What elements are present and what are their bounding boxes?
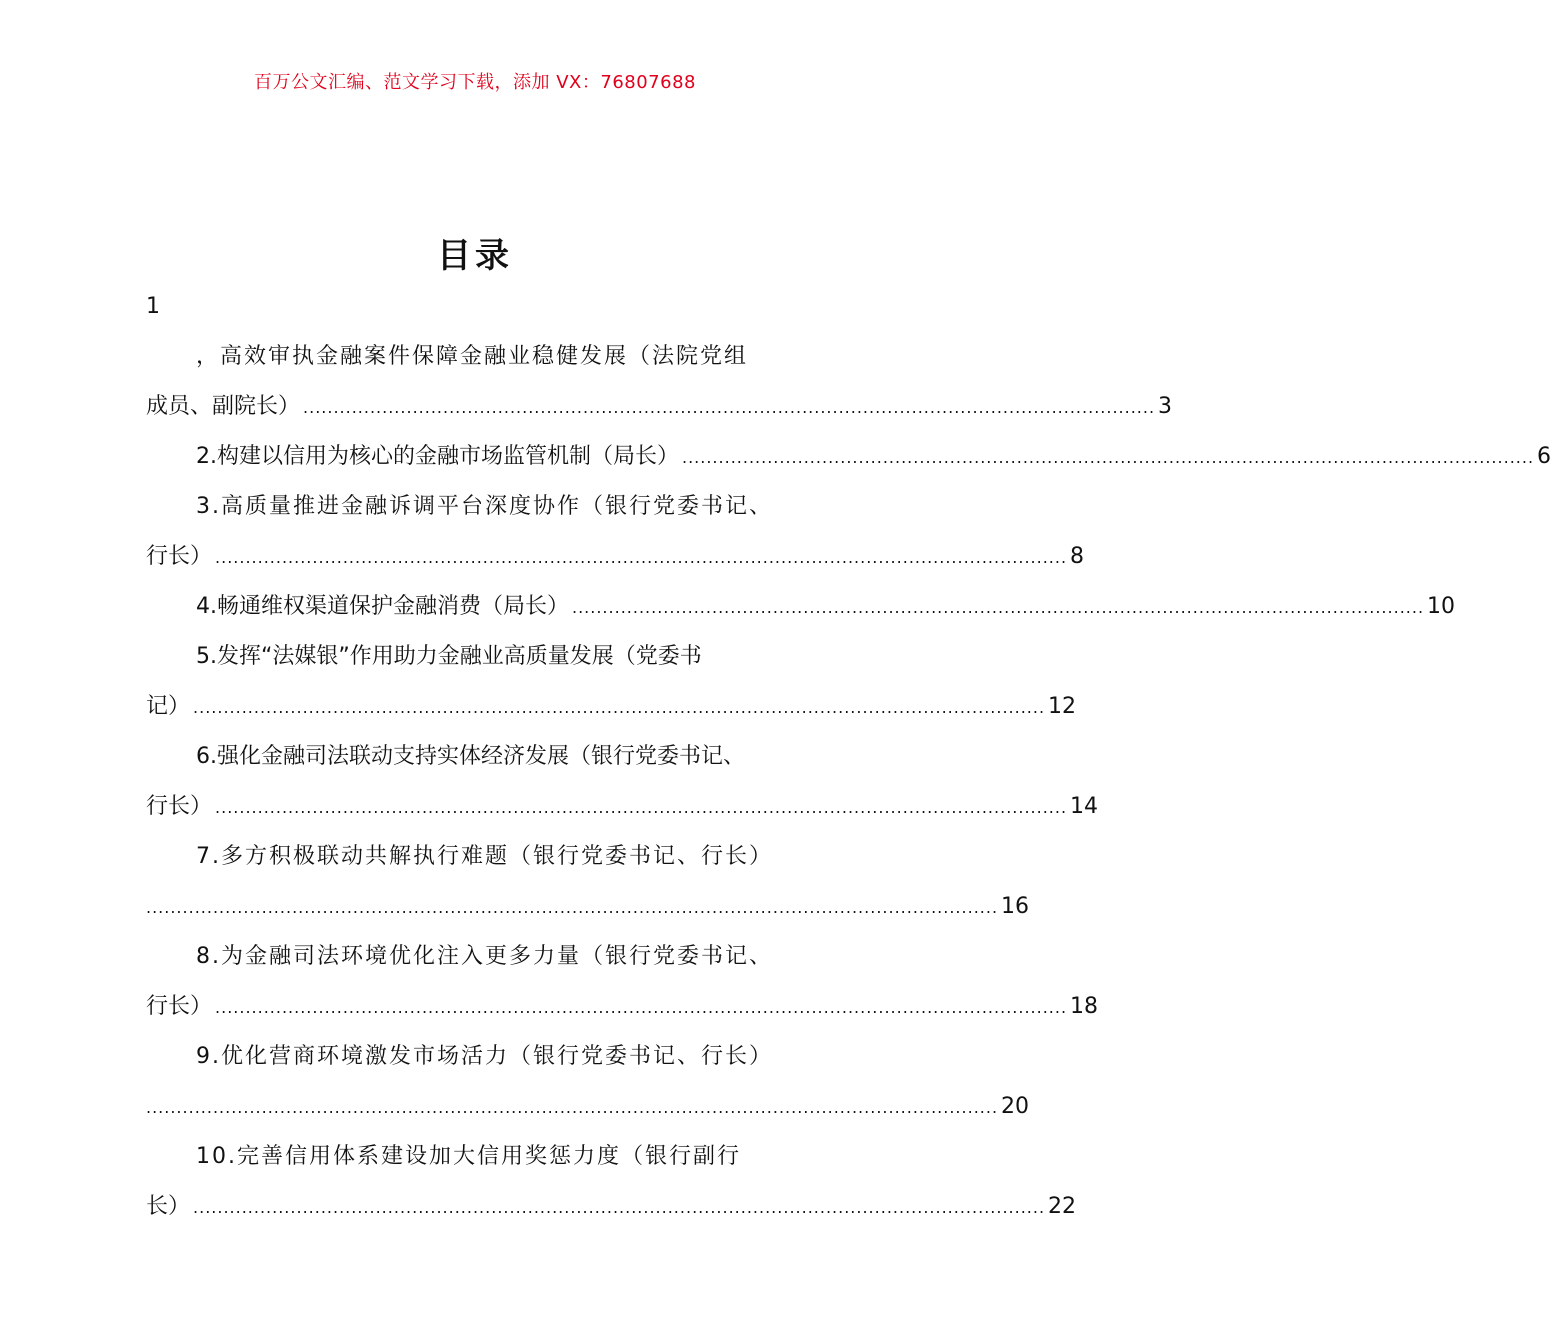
leader-dots: ............................................................................................................................................ bbox=[215, 798, 1068, 817]
toc-entry-8-line2: 行长） bbox=[146, 994, 213, 1019]
toc-entry-4-page: 10 bbox=[1427, 594, 1456, 619]
toc-entry-3-line2: 行长） bbox=[146, 544, 213, 569]
toc-entry-3[interactable] bbox=[146, 532, 1085, 582]
toc-entry-6[interactable] bbox=[146, 782, 1099, 832]
toc-entry-1[interactable] bbox=[146, 382, 1173, 432]
toc-entry-1-line1: ，高效审执金融案件保障金融业稳健发展（法院党组 bbox=[196, 344, 749, 369]
leader-dots: ............................................................................................................................................ bbox=[146, 898, 999, 917]
toc-entry-2[interactable] bbox=[146, 432, 1551, 482]
leader-dots: ............................................................................................................................................ bbox=[682, 448, 1535, 467]
leader-dots: ............................................................................................................................................ bbox=[193, 698, 1046, 717]
table-of-contents bbox=[146, 282, 1551, 1232]
toc-entry-1-line2: 成员、副院长） bbox=[146, 394, 301, 419]
toc-entry-3-line1: 3.高质量推进金融诉调平台深度协作（银行党委书记、 bbox=[196, 494, 773, 519]
toc-entry-5-line1: 5.发挥“法媒银”作用助力金融业高质量发展（党委书 bbox=[196, 644, 702, 669]
leader-dots: ............................................................................................................................................ bbox=[215, 548, 1068, 567]
toc-entry-10-line2: 长） bbox=[146, 1194, 191, 1219]
toc-entry-8-page: 18 bbox=[1070, 994, 1099, 1019]
toc-entry-5-line2: 记） bbox=[146, 694, 191, 719]
toc-entry-10-page: 22 bbox=[1048, 1194, 1077, 1219]
toc-entry-8-line1: 8.为金融司法环境优化注入更多力量（银行党委书记、 bbox=[196, 944, 773, 969]
leader-dots: ............................................................................................................................................ bbox=[303, 398, 1156, 417]
toc-entry-10-line1: 10.完善信用体系建设加大信用奖惩力度（银行副行 bbox=[196, 1144, 741, 1169]
leader-dots: ............................................................................................................................................ bbox=[572, 598, 1425, 617]
toc-entry-5[interactable] bbox=[146, 682, 1077, 732]
toc-entry-7-page: 16 bbox=[1001, 894, 1030, 919]
toc-entry-1-page: 3 bbox=[1158, 394, 1173, 419]
toc-entry-3-page: 8 bbox=[1070, 544, 1085, 569]
leader-dots: ............................................................................................................................................ bbox=[146, 1098, 999, 1117]
toc-entry-4-text: 4.畅通维权渠道保护金融消费（局长） bbox=[196, 594, 569, 619]
toc-entry-4[interactable] bbox=[146, 582, 1456, 632]
toc-entry-6-line1: 6.强化金融司法联动支持实体经济发展（银行党委书记、 bbox=[196, 744, 745, 769]
toc-entry-9-page: 20 bbox=[1001, 1094, 1030, 1119]
toc-entry-7[interactable] bbox=[146, 882, 1030, 932]
toc-entry-7-line1: 7.多方积极联动共解执行难题（银行党委书记、行长） bbox=[196, 844, 773, 869]
toc-entry-6-page: 14 bbox=[1070, 794, 1099, 819]
page-title: 目录 bbox=[437, 236, 513, 276]
toc-entry-2-text: 2.构建以信用为核心的金融市场监管机制（局长） bbox=[196, 444, 679, 469]
leader-dots: ............................................................................................................................................ bbox=[193, 1198, 1046, 1217]
toc-number-1: 1 bbox=[146, 294, 160, 319]
header-watermark: 百万公文汇编、范文学习下载，添加 VX：76807688 bbox=[254, 72, 696, 93]
toc-entry-9[interactable] bbox=[146, 1082, 1030, 1132]
toc-entry-8[interactable] bbox=[146, 982, 1099, 1032]
toc-entry-2-page: 6 bbox=[1537, 444, 1551, 469]
leader-dots: ............................................................................................................................................ bbox=[215, 998, 1068, 1017]
toc-entry-9-line1: 9.优化营商环境激发市场活力（银行党委书记、行长） bbox=[196, 1044, 773, 1069]
toc-entry-10[interactable] bbox=[146, 1182, 1077, 1232]
toc-entry-5-page: 12 bbox=[1048, 694, 1077, 719]
toc-entry-6-line2: 行长） bbox=[146, 794, 213, 819]
